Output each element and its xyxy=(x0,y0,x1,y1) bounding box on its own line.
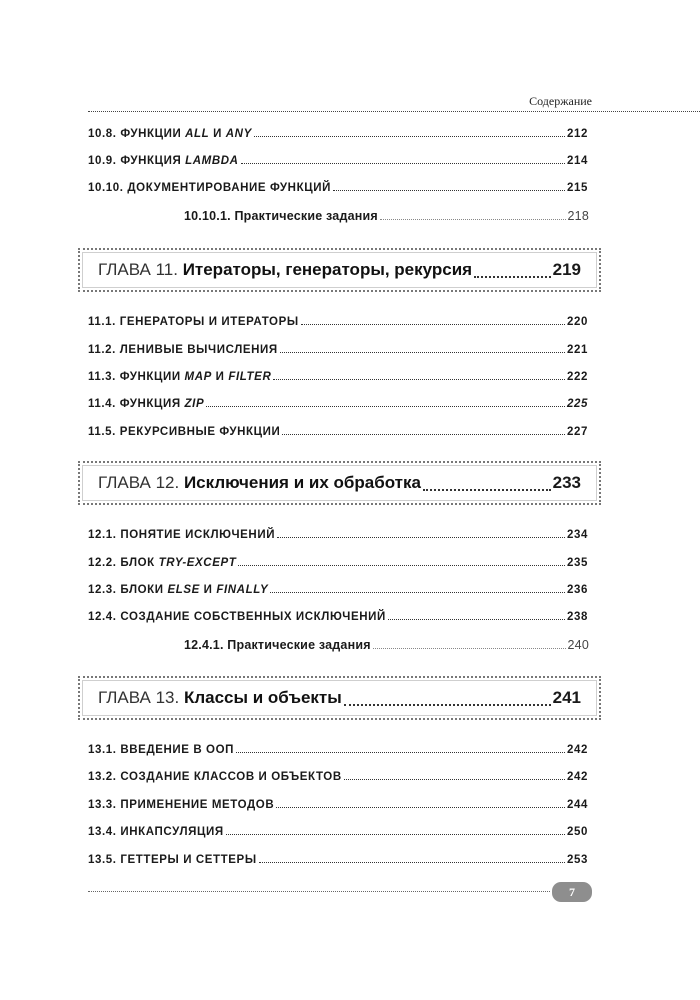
toc-entry-title: 12.4. СОЗДАНИЕ СОБСТВЕННЫХ ИСКЛЮЧЕНИЙ xyxy=(88,611,386,623)
toc-page-number: 227 xyxy=(567,426,588,438)
chapter-label: ГЛАВА 12. xyxy=(98,473,184,492)
toc-entry-13-4[interactable] xyxy=(88,822,588,838)
header-divider xyxy=(88,111,700,112)
chapter-name: Исключения и их обработка xyxy=(183,473,421,492)
toc-page-number: 253 xyxy=(567,854,588,866)
toc-entry-11-1[interactable] xyxy=(88,312,588,328)
dot-leader xyxy=(206,406,565,407)
toc-entry-title: 10.8. ФУНКЦИИ ALL И ANY xyxy=(88,128,252,140)
dot-leader xyxy=(276,807,565,808)
dot-leader xyxy=(301,324,565,325)
dot-leader xyxy=(236,752,565,753)
toc-entry-title: 13.4. ИНКАПСУЛЯЦИЯ xyxy=(88,826,224,838)
chapter-name: Классы и объекты xyxy=(183,688,342,707)
toc-entry-11-4[interactable] xyxy=(88,394,588,410)
dot-leader xyxy=(474,276,551,278)
toc-entry-title: 13.1. ВВЕДЕНИЕ В ООП xyxy=(88,744,235,756)
toc-entry-13-3[interactable] xyxy=(88,795,588,811)
toc-entry-title: 13.3. ПРИМЕНЕНИЕ МЕТОДОВ xyxy=(88,799,275,811)
chapter-page-number: 219 xyxy=(552,260,581,279)
toc-page-number: 236 xyxy=(567,584,588,596)
chapter-name: Итераторы, генераторы, рекурсия xyxy=(182,260,473,279)
toc-page-number: 242 xyxy=(567,771,588,783)
toc-entry-title: 10.9. ФУНКЦИЯ LAMBDA xyxy=(88,155,239,167)
chapter-heading xyxy=(98,688,342,708)
toc-entry-10-9[interactable] xyxy=(88,151,588,167)
chapter-13-box[interactable] xyxy=(78,676,601,720)
dot-leader xyxy=(273,379,565,380)
toc-page-number: 234 xyxy=(567,529,588,541)
toc-entry-12-3[interactable] xyxy=(88,580,588,596)
dot-leader xyxy=(380,219,566,220)
toc-entry-13-2[interactable] xyxy=(88,767,588,783)
dot-leader xyxy=(226,834,565,835)
toc-page-number: 214 xyxy=(567,155,588,167)
toc-entry-title: 11.3. ФУНКЦИИ MAP И FILTER xyxy=(88,371,272,383)
toc-entry-11-5[interactable] xyxy=(88,422,588,438)
chapter-11-box[interactable] xyxy=(78,248,601,292)
toc-entry-title: 12.3. БЛОКИ ELSE И FINALLY xyxy=(88,584,269,596)
toc-entry-10-10[interactable] xyxy=(88,178,588,194)
dot-leader xyxy=(333,190,565,191)
toc-entry-12-4-1[interactable] xyxy=(184,636,589,652)
toc-entry-10-10-1[interactable] xyxy=(184,207,589,223)
toc-page-number: 225 xyxy=(567,398,588,410)
page-number-badge: 7 xyxy=(552,882,592,902)
toc-page-number: 221 xyxy=(567,344,588,356)
toc-page-number: 242 xyxy=(567,744,588,756)
toc-entry-title: 11.2. ЛЕНИВЫЕ ВЫЧИСЛЕНИЯ xyxy=(88,344,278,356)
dot-leader xyxy=(259,862,565,863)
dot-leader xyxy=(241,163,565,164)
toc-entry-title: 11.4. ФУНКЦИЯ ZIP xyxy=(88,398,205,410)
toc-entry-title: 10.10.1. Практические задания xyxy=(184,209,378,223)
toc-page-number: 218 xyxy=(567,209,589,223)
chapter-12-box[interactable] xyxy=(78,461,601,505)
toc-entry-10-8[interactable] xyxy=(88,124,588,140)
footer-divider xyxy=(88,891,550,892)
dot-leader xyxy=(344,779,565,780)
chapter-page-number: 233 xyxy=(552,473,581,492)
toc-page-number: 220 xyxy=(567,316,588,328)
toc-entry-title: 11.5. РЕКУРСИВНЫЕ ФУНКЦИИ xyxy=(88,426,281,438)
toc-page-number: 250 xyxy=(567,826,588,838)
dot-leader xyxy=(238,565,565,566)
toc-entry-title: 12.2. БЛОК TRY-EXCEPT xyxy=(88,557,237,569)
toc-entry-12-4[interactable] xyxy=(88,607,588,623)
dot-leader xyxy=(373,648,566,649)
toc-entry-title: 13.5. ГЕТТЕРЫ И СЕТТЕРЫ xyxy=(88,854,257,866)
toc-entry-title: 12.1. ПОНЯТИЕ ИСКЛЮЧЕНИЙ xyxy=(88,529,276,541)
dot-leader xyxy=(344,704,551,706)
chapter-heading xyxy=(98,260,472,280)
toc-entry-title: 12.4.1. Практические задания xyxy=(184,638,371,652)
toc-entry-11-3[interactable] xyxy=(88,367,588,383)
chapter-label: ГЛАВА 13. xyxy=(98,688,184,707)
toc-entry-title: 11.1. ГЕНЕРАТОРЫ И ИТЕРАТОРЫ xyxy=(88,316,299,328)
toc-page-number: 212 xyxy=(567,128,588,140)
toc-entry-title: 13.2. СОЗДАНИЕ КЛАССОВ И ОБЪЕКТОВ xyxy=(88,771,342,783)
toc-entry-11-2[interactable] xyxy=(88,340,588,356)
running-header-title: Содержание xyxy=(529,94,592,108)
toc-entry-13-1[interactable] xyxy=(88,740,588,756)
toc-page-number: 244 xyxy=(567,799,588,811)
dot-leader xyxy=(280,352,565,353)
toc-entry-title: 10.10. ДОКУМЕНТИРОВАНИЕ ФУНКЦИЙ xyxy=(88,182,331,194)
dot-leader xyxy=(254,136,565,137)
dot-leader xyxy=(277,537,565,538)
dot-leader xyxy=(270,592,565,593)
toc-entry-13-5[interactable] xyxy=(88,850,588,866)
toc-page-number: 215 xyxy=(567,182,588,194)
dot-leader xyxy=(423,489,551,491)
chapter-heading xyxy=(98,473,421,493)
chapter-label: ГЛАВА 11. xyxy=(98,260,183,279)
toc-page-number: 240 xyxy=(567,638,589,652)
dot-leader xyxy=(282,434,565,435)
toc-entry-12-1[interactable] xyxy=(88,525,588,541)
toc-entry-12-2[interactable] xyxy=(88,553,588,569)
chapter-page-number: 241 xyxy=(552,688,581,707)
dot-leader xyxy=(388,619,565,620)
toc-page-number: 238 xyxy=(567,611,588,623)
toc-page-number: 222 xyxy=(567,371,588,383)
toc-page-number: 235 xyxy=(567,557,588,569)
